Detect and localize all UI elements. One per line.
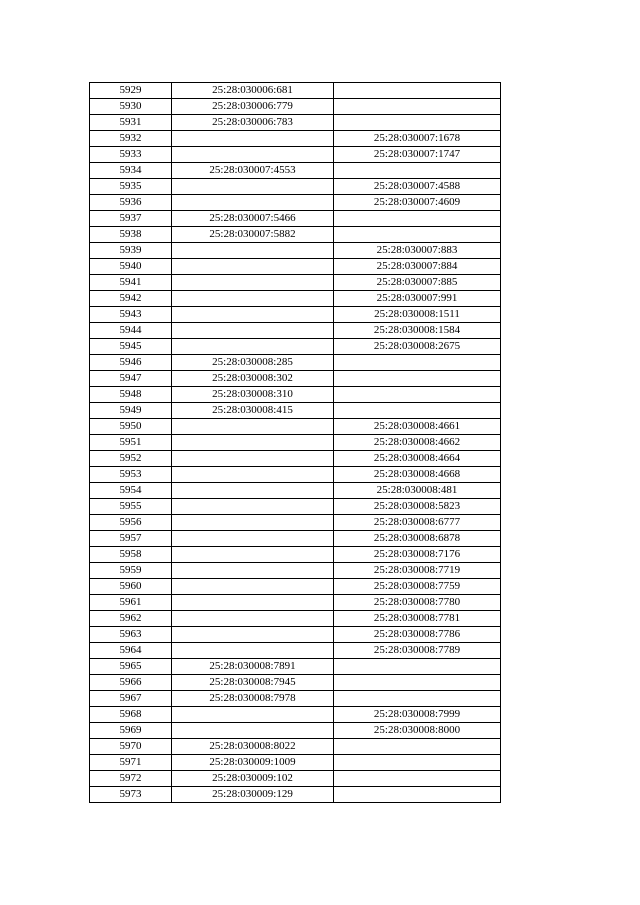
- table-row: [90, 339, 501, 355]
- cadastral-number-cell: 25:28:030008:2675: [334, 339, 501, 355]
- cadastral-number-cell: 25:28:030007:4588: [334, 179, 501, 195]
- row-number-cell: 5937: [90, 211, 172, 227]
- row-number-cell: 5968: [90, 707, 172, 723]
- table-row: [90, 99, 501, 115]
- table-row: [90, 451, 501, 467]
- cadastral-number-cell: [172, 563, 334, 579]
- row-number-cell: 5929: [90, 83, 172, 99]
- cadastral-number-cell: [334, 227, 501, 243]
- cadastral-number-cell: 25:28:030007:5466: [172, 211, 334, 227]
- cadastral-number-cell: [172, 643, 334, 659]
- table-row: [90, 83, 501, 99]
- table-row: [90, 771, 501, 787]
- cadastral-number-cell: 25:28:030007:1678: [334, 131, 501, 147]
- cadastral-number-cell: [334, 83, 501, 99]
- row-number-cell: 5945: [90, 339, 172, 355]
- cadastral-number-cell: 25:28:030007:884: [334, 259, 501, 275]
- row-number-cell: 5936: [90, 195, 172, 211]
- row-number-cell: 5942: [90, 291, 172, 307]
- table-row: [90, 467, 501, 483]
- row-number-cell: 5933: [90, 147, 172, 163]
- table-row: [90, 115, 501, 131]
- row-number-cell: 5948: [90, 387, 172, 403]
- cadastral-number-cell: 25:28:030008:7719: [334, 563, 501, 579]
- cadastral-number-cell: [334, 755, 501, 771]
- row-number-cell: 5959: [90, 563, 172, 579]
- cadastral-number-cell: 25:28:030008:5823: [334, 499, 501, 515]
- cadastral-number-cell: 25:28:030008:7891: [172, 659, 334, 675]
- row-number-cell: 5941: [90, 275, 172, 291]
- cadastral-number-cell: [334, 771, 501, 787]
- cadastral-number-cell: 25:28:030008:285: [172, 355, 334, 371]
- table-body: [90, 83, 501, 803]
- table-row: [90, 659, 501, 675]
- table-row: [90, 371, 501, 387]
- table-row: [90, 307, 501, 323]
- cadastral-number-cell: [172, 307, 334, 323]
- cadastral-number-cell: [172, 179, 334, 195]
- cadastral-number-cell: 25:28:030007:4609: [334, 195, 501, 211]
- cadastral-number-cell: [172, 579, 334, 595]
- row-number-cell: 5931: [90, 115, 172, 131]
- row-number-cell: 5940: [90, 259, 172, 275]
- row-number-cell: 5960: [90, 579, 172, 595]
- row-number-cell: 5935: [90, 179, 172, 195]
- table-row: [90, 563, 501, 579]
- table-row: [90, 787, 501, 803]
- cadastral-number-cell: [172, 467, 334, 483]
- cadastral-number-cell: 25:28:030008:302: [172, 371, 334, 387]
- cadastral-number-cell: 25:28:030009:1009: [172, 755, 334, 771]
- cadastral-number-cell: [334, 387, 501, 403]
- cadastral-number-cell: 25:28:030007:883: [334, 243, 501, 259]
- row-number-cell: 5964: [90, 643, 172, 659]
- cadastral-number-cell: [172, 419, 334, 435]
- table-row: [90, 595, 501, 611]
- row-number-cell: 5943: [90, 307, 172, 323]
- row-number-cell: 5953: [90, 467, 172, 483]
- row-number-cell: 5967: [90, 691, 172, 707]
- table-row: [90, 291, 501, 307]
- cadastral-number-cell: 25:28:030008:7759: [334, 579, 501, 595]
- row-number-cell: 5957: [90, 531, 172, 547]
- cadastral-number-cell: [172, 291, 334, 307]
- cadastral-number-cell: [172, 707, 334, 723]
- cadastral-number-cell: [334, 739, 501, 755]
- cadastral-number-cell: [172, 499, 334, 515]
- cadastral-number-cell: 25:28:030008:8000: [334, 723, 501, 739]
- cadastral-number-cell: 25:28:030008:415: [172, 403, 334, 419]
- cadastral-number-cell: [172, 723, 334, 739]
- row-number-cell: 5947: [90, 371, 172, 387]
- cadastral-number-cell: 25:28:030007:991: [334, 291, 501, 307]
- table-row: [90, 627, 501, 643]
- row-number-cell: 5972: [90, 771, 172, 787]
- cadastral-number-cell: [334, 211, 501, 227]
- table-row: [90, 643, 501, 659]
- table-row: [90, 355, 501, 371]
- cadastral-number-cell: [334, 659, 501, 675]
- row-number-cell: 5973: [90, 787, 172, 803]
- cadastral-number-cell: [172, 451, 334, 467]
- cadastral-number-cell: 25:28:030007:5882: [172, 227, 334, 243]
- cadastral-number-cell: [172, 131, 334, 147]
- cadastral-number-cell: [334, 691, 501, 707]
- cadastral-number-cell: 25:28:030008:7786: [334, 627, 501, 643]
- cadastral-number-cell: 25:28:030008:4668: [334, 467, 501, 483]
- cadastral-number-cell: 25:28:030006:681: [172, 83, 334, 99]
- table-row: [90, 403, 501, 419]
- cadastral-number-cell: 25:28:030008:7781: [334, 611, 501, 627]
- cadastral-number-cell: 25:28:030008:7945: [172, 675, 334, 691]
- table-row: [90, 147, 501, 163]
- table-row: [90, 611, 501, 627]
- row-number-cell: 5970: [90, 739, 172, 755]
- cadastral-number-cell: 25:28:030008:1511: [334, 307, 501, 323]
- row-number-cell: 5956: [90, 515, 172, 531]
- cadastral-number-cell: 25:28:030007:1747: [334, 147, 501, 163]
- table-row: [90, 419, 501, 435]
- table-row: [90, 483, 501, 499]
- cadastral-number-cell: [172, 515, 334, 531]
- cadastral-number-cell: [334, 99, 501, 115]
- table-row: [90, 531, 501, 547]
- table-row: [90, 707, 501, 723]
- cadastral-number-cell: 25:28:030008:6777: [334, 515, 501, 531]
- table-row: [90, 675, 501, 691]
- row-number-cell: 5952: [90, 451, 172, 467]
- row-number-cell: 5958: [90, 547, 172, 563]
- cadastral-number-cell: [172, 339, 334, 355]
- row-number-cell: 5966: [90, 675, 172, 691]
- cadastral-number-cell: 25:28:030008:4661: [334, 419, 501, 435]
- table-row: [90, 387, 501, 403]
- cadastral-number-cell: 25:28:030007:885: [334, 275, 501, 291]
- cadastral-number-cell: [172, 547, 334, 563]
- table-row: [90, 723, 501, 739]
- cadastral-number-cell: 25:28:030008:7978: [172, 691, 334, 707]
- cadastral-number-cell: [172, 611, 334, 627]
- cadastral-number-cell: [172, 323, 334, 339]
- row-number-cell: 5932: [90, 131, 172, 147]
- cadastral-number-cell: 25:28:030008:7176: [334, 547, 501, 563]
- row-number-cell: 5944: [90, 323, 172, 339]
- row-number-cell: 5951: [90, 435, 172, 451]
- table-row: [90, 227, 501, 243]
- row-number-cell: 5938: [90, 227, 172, 243]
- row-number-cell: 5965: [90, 659, 172, 675]
- row-number-cell: 5963: [90, 627, 172, 643]
- row-number-cell: 5971: [90, 755, 172, 771]
- row-number-cell: 5961: [90, 595, 172, 611]
- cadastral-number-cell: 25:28:030008:310: [172, 387, 334, 403]
- cadastral-number-cell: 25:28:030008:1584: [334, 323, 501, 339]
- table-row: [90, 179, 501, 195]
- row-number-cell: 5946: [90, 355, 172, 371]
- cadastral-number-cell: [334, 675, 501, 691]
- row-number-cell: 5955: [90, 499, 172, 515]
- cadastral-number-cell: [172, 195, 334, 211]
- cadastral-number-cell: [172, 259, 334, 275]
- row-number-cell: 5950: [90, 419, 172, 435]
- cadastral-number-cell: 25:28:030008:7780: [334, 595, 501, 611]
- cadastral-number-cell: 25:28:030006:779: [172, 99, 334, 115]
- cadastral-number-cell: 25:28:030008:7789: [334, 643, 501, 659]
- cadastral-number-cell: [334, 115, 501, 131]
- cadastral-number-cell: 25:28:030008:4664: [334, 451, 501, 467]
- cadastral-number-cell: 25:28:030009:102: [172, 771, 334, 787]
- table-row: [90, 259, 501, 275]
- table-row: [90, 243, 501, 259]
- cadastral-number-cell: 25:28:030008:6878: [334, 531, 501, 547]
- cadastral-number-cell: [334, 371, 501, 387]
- cadastral-number-cell: 25:28:030009:129: [172, 787, 334, 803]
- cadastral-table: [89, 82, 501, 803]
- table-row: [90, 547, 501, 563]
- cadastral-number-cell: [172, 595, 334, 611]
- table-row: [90, 323, 501, 339]
- cadastral-number-cell: [172, 147, 334, 163]
- row-number-cell: 5969: [90, 723, 172, 739]
- cadastral-number-cell: [172, 435, 334, 451]
- table-row: [90, 211, 501, 227]
- table-row: [90, 755, 501, 771]
- cadastral-number-cell: [172, 483, 334, 499]
- cadastral-number-cell: [334, 355, 501, 371]
- table-row: [90, 499, 501, 515]
- row-number-cell: 5954: [90, 483, 172, 499]
- cadastral-number-cell: [172, 531, 334, 547]
- cadastral-number-cell: [172, 627, 334, 643]
- cadastral-number-cell: 25:28:030008:7999: [334, 707, 501, 723]
- row-number-cell: 5934: [90, 163, 172, 179]
- row-number-cell: 5949: [90, 403, 172, 419]
- row-number-cell: 5930: [90, 99, 172, 115]
- cadastral-number-cell: [172, 275, 334, 291]
- cadastral-number-cell: [172, 243, 334, 259]
- cadastral-number-cell: [334, 787, 501, 803]
- table-row: [90, 739, 501, 755]
- cadastral-number-cell: 25:28:030008:8022: [172, 739, 334, 755]
- table-row: [90, 579, 501, 595]
- table-row: [90, 275, 501, 291]
- table-row: [90, 131, 501, 147]
- cadastral-number-cell: 25:28:030008:4662: [334, 435, 501, 451]
- cadastral-number-cell: [334, 403, 501, 419]
- table-row: [90, 163, 501, 179]
- table-row: [90, 691, 501, 707]
- cadastral-number-cell: 25:28:030008:481: [334, 483, 501, 499]
- row-number-cell: 5939: [90, 243, 172, 259]
- table-row: [90, 515, 501, 531]
- table-row: [90, 195, 501, 211]
- cadastral-number-cell: 25:28:030006:783: [172, 115, 334, 131]
- table-row: [90, 435, 501, 451]
- row-number-cell: 5962: [90, 611, 172, 627]
- cadastral-number-cell: 25:28:030007:4553: [172, 163, 334, 179]
- cadastral-number-cell: [334, 163, 501, 179]
